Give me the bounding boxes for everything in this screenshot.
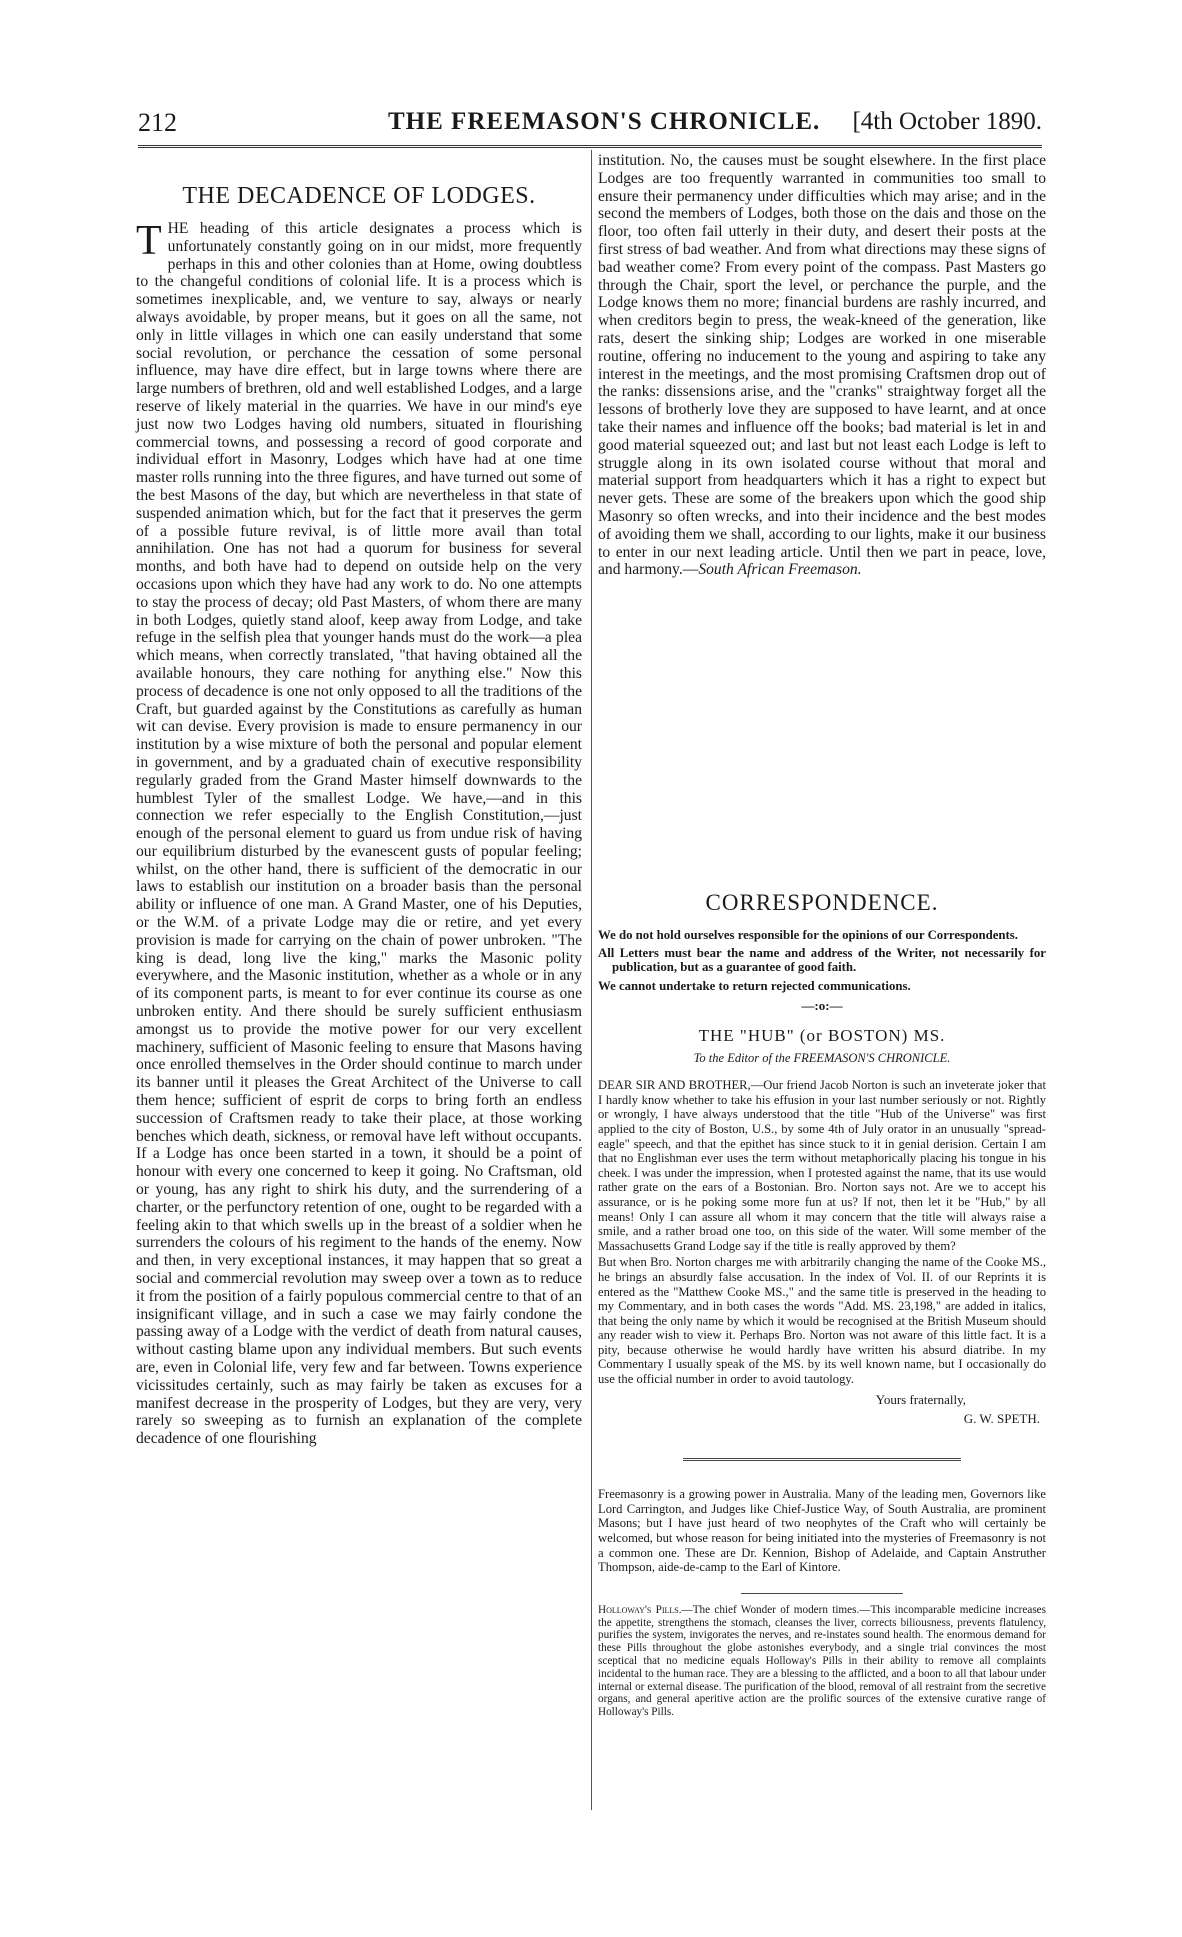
- notice-rejected: We cannot undertake to return rejected communications.: [598, 978, 911, 993]
- advert-rule: [741, 1593, 902, 1594]
- letter-addressee: To the Editor of the FREEMASON'S CHRONICLE.: [693, 1051, 951, 1066]
- article-paragraph-continued: [598, 152, 1046, 579]
- issue-date: [4th October 1890.: [852, 108, 1042, 135]
- article-title: THE DECADENCE OF LODGES.: [182, 183, 536, 209]
- letter-paragraph: [598, 1078, 1046, 1253]
- right-column-bottom: [598, 842, 1046, 1719]
- letter-salutation: DEAR SIR AND BROTHER,: [598, 1078, 751, 1093]
- letter-closing: Yours fraternally,: [875, 1391, 966, 1407]
- letter-body: [598, 1078, 1046, 1386]
- letter-title: THE "HUB" (or BOSTON) MS.: [698, 1025, 946, 1045]
- header-rule: [138, 145, 1042, 148]
- article-body-left: [136, 220, 582, 1448]
- advert-text: —The chief Wonder of modern times.—This incomparable medicine increases the appetite, strengthens the stomach, cleanses the liver, corrects biliousness, prevents flatulency, purifies the system, invigorates the nerves, and re-instates sound health. The enormous demand for these Pills throughout the globe astonishes everybody, and a single trial convinces the most sceptical that no medicine equals Holloway's Pills in their ability to remove all complaints incidental to the human race. They are a blessing to the afflicted, and a boon to all that labour under internal or external disease. The purification of the blood, removal of all restraint from the secretive organs, and general aperitive action are the prolific sources of the extensive curative range of Holloway's Pills.: [598, 1603, 1047, 1719]
- column-divider: [591, 150, 592, 1810]
- news-item: [598, 1487, 1046, 1575]
- section-rule: [683, 1458, 961, 1461]
- notice-opinions: We do not hold ourselves responsible for the opinions of our Correspondents.: [598, 928, 1018, 942]
- advert-heading: Holloway's Pills.: [598, 1603, 682, 1616]
- running-head: [138, 108, 1042, 138]
- masthead: THE FREEMASON'S CHRONICLE.: [388, 108, 821, 135]
- notice-letters: All Letters must bear the name and address of the Writer, not necessarily for publication, but as a guarantee of good faith.: [598, 946, 1046, 975]
- article-body-right: [598, 152, 1046, 579]
- news-item-text: Freemasonry is a growing power in Australia. Many of the leading men, Governors like Lord Carrington, and Judges like Chief-Justice Way, of South Australia, are prominent Masons; but I have just heard of two neophytes of the Craft who will certainly be welcomed, but whose reason for being initiated into the mysteries of Freemasonry is not a common one. These are Dr. Kennion, Bishop of Adelaide, and Captain Anstruther Thompson, aide-de-camp to the Earl of Kintore.: [598, 1487, 1046, 1575]
- letter-paragraph: [598, 1255, 1046, 1386]
- right-column-top: [598, 152, 1046, 579]
- separator-mark: —:o:—: [801, 997, 843, 1013]
- advertisement: [598, 1604, 1046, 1719]
- article-text-continued: institution. No, the causes must be sought elsewhere. In the first place Lodges are too frequently warranted in communities too small to ensure their permanency under difficulties which may arise; and in the second the members of Lodges, both those on the dais and those on the floor, too often fail utterly in their duty, and desert their posts at the first stress of bad weather. And from what directions may these signs of bad weather come? From every point of the compass. Past Masters go through the Chair, sport the level, or perchance the purple, and the Lodge knows them no more; financial burdens are rashly incurred, and when creditors begin to press, the weak-kneed of the generation, like rats, desert the sinking ship; Lodges are worked in one miserable routine, offering no inducement to the young and aspiring to take any interest in the meetings, and the most promising Craftsmen drop out of the ranks: dissensions arise, and the "cranks" straightway forget all the lessons of brotherly love they are supposed to have learnt, and at once take their names and influence off the books; bad material is let in and good material squeezed out; and last but not least each Lodge is left to struggle along in its own isolated course without that moral and material support from headquarters which it has a right to expect but never gets. These are some of the breakers upon which the good ship Masonry so often wrecks, and into their incidence and the best modes of avoiding them we shall, according to our lights, make it our business to enter in our next leading article. Until then we part in peace, love, and harmony.—: [598, 152, 1046, 579]
- article-paragraph: [136, 220, 582, 1448]
- drop-cap: T: [136, 218, 162, 264]
- letter-text: —Our friend Jacob Norton is such an inveterate joker that I hardly know whether to take his effusion in your last number seriously or not. Rightly or wrongly, I have always understood that the title "Hub of the Universe" was first applied to the city of Boston, U.S., by some 4th of July orator in an unusually "spread-eagle" speech, and that the epithet has since stuck to it in genial derision. Certain I am that no Englishman ever uses the term without metaphorically placing his tongue in his cheek. I was under the impression, when I protested against the name, that its use would rather grate on the ears of a Bostonian. Bro. Norton says not. Are we to accept his assurance, or is he poking some more fun at us? If not, then let it be "Hub," by all means! Only I can assure all whom it may concern that the title will always raise a smile, and a rather broad one too, on this side of the water. Will some member of the Massachusetts Grand Lodge say if the title is really approved by them?: [598, 1078, 1046, 1253]
- correspondence-title: CORRESPONDENCE.: [705, 890, 939, 915]
- article-source: South African Freemason.: [698, 561, 862, 579]
- article-text: HE heading of this article designates a process which is unfortunately constantly going on in our midst, more frequently perhaps in this and other colonies than at Home, owing doubtless to the changeful conditions of colonial life. It is a process which is sometimes inexplicable, and, we venture to say, always or nearly always avoidable, by proper means, but it goes on all the same, not only in little villages in which one can easily understand that some social revolution, or perchance the cessation of some personal influence, may have dire effect, but in large towns where there are large numbers of brethren, old and well established Lodges, and a large reserve of likely material in the quarries. We have in our mind's eye just now two Lodges having old numbers, situated in flourishing commercial towns, and possessing a record of good corporate and individual effort in Masonry, Lodges which have had at one time master rolls running into the three figures, and have turned out some of the best Masons of the day, but which are nevertheless in that state of suspended animation which, but for the fact that it preserves the germ of a possible future revival, is of little more avail than total annihilation. One has not had a quorum for business for several months, and both have had to depend on outside help on the very occasions upon which they have had any work to do. No one attempts to stay the process of decay; old Past Masters, of whom there are many in both Lodges, quietly stand aloof, keep away from Lodge, and take refuge in the selfish plea that younger hands must do the work—a plea which means, when correctly translated, "that having obtained all the available honours, they care nothing for anything else." Now this process of decadence is one not only opposed to all the traditions of the Craft, but guarded against by the Constitutions as carefully as human wit can devise. Every provision is made to ensure permanency in our institution by a wise mixture of both the personal and popular element in government, and by a graduated chain of executive responsibility regularly graded from the Grand Master himself downwards to the humblest Tyler of the smallest Lodge. We have,—and in this connection we refer especially to the English Constitution,—just enough of the personal element to guard us from undue risk of having our equilibrium disturbed by the evanescent gusts of popular feeling; whilst, on the other hand, there is sufficient of the democratic in our laws to establish our institution on a broader basis than the personal ability or influence of one man. A Grand Master, one of his Deputies, or the W.M. of a private Lodge may die or retire, and yet every provision is made for carrying on the chain of power unbroken. "The king is dead, long live the king," marks the Masonic polity everywhere, and the Masonic institution, whether as a whole or in any of its component parts, is meant to for ever continue its course as one unbroken entity. And there should be surely sufficient enthusiasm amongst us to provide the motive power for our very excellent machinery, sufficient of Masonic feeling to ensure that Masons having once enrolled themselves in the Order should continue to march under its banner until it pleases the Great Architect of the Universe to call them hence; sufficient of esprit de corps to bring forth an endless succession of Craftsmen ready to take their place, at those working benches which death, sickness, or removal have left without occupants. If a Lodge has once been started in a town, it should be a point of honour with every one concerned to keep it going. No Craftsman, old or young, has any right to shirk his duty, and the surrendering of a charter, or the perfunctory retention of one, ought to be regarded with a feeling akin to that which swells up in the breast of a soldier when he surrenders the colours of his regiment to the hands of the enemy. Now and then, in very exceptional instances, it may happen that so great a social and commercial revolution may sweep over a town as to reduce it from the position of a fairly populous commercial centre to that of an insignificant village, and in such a case we may fairly condone the passing away of a Lodge with the verdict of death from natural causes, without casting blame upon any individual members. But such events are, even in Colonial life, very few and far between. Towns experience vicissitudes certainly, such as may fairly be taken as excuses for a manifest decrease in the prosperity of Lodges, but they are very, very rarely so sweeping as to furnish an explanation of the complete decadence of one flourishing: [136, 220, 582, 1448]
- page-number: 212: [138, 108, 177, 137]
- letter-signature: G. W. SPETH.: [963, 1411, 1040, 1427]
- left-column: [136, 152, 582, 1448]
- letter-text: But when Bro. Norton charges me with arbitrarily changing the name of the Cooke MS., he brings an absurdly false accusation. In the index of Vol. II. of our Reprints it is entered as the "Matthew Cooke MS.," and the same title is preserved in the heading to my Commentary, and in both cases the words "Add. MS. 23,198," are added in italics, that being the only name by which it would be recognised at the British Museum should any reader wish to view it. Perhaps Bro. Norton was not aware of this little fact. It is a pity, because otherwise he would hardly have written his absurd diatribe. In my Commentary I usually speak of the MS. by its well known name, but I occasionally do use the official number in order to avoid tautology.: [598, 1255, 1046, 1387]
